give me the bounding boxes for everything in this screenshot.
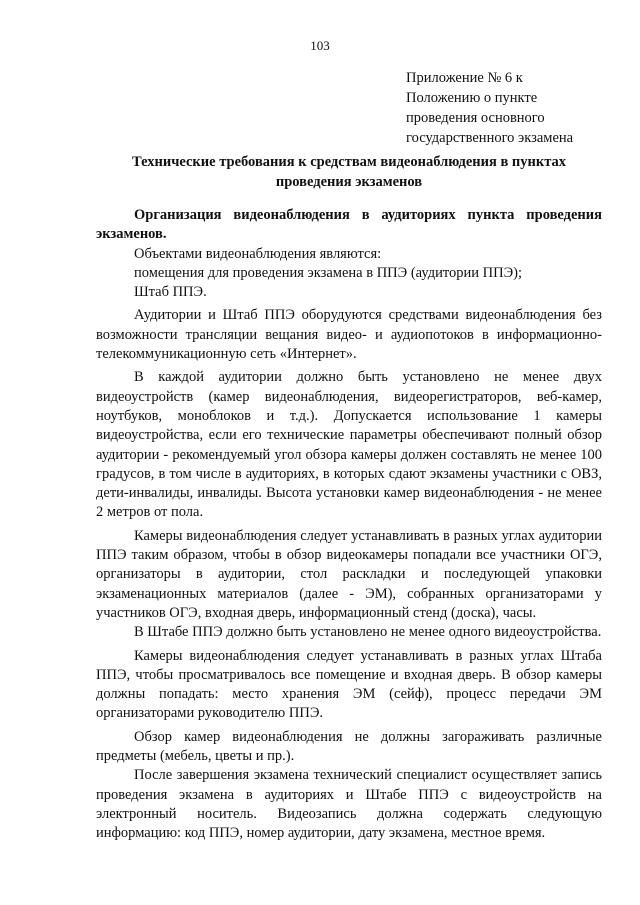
paragraph: Камеры видеонаблюдения следует устанавливать в разных углах Штаба ППЭ, чтобы просматривалось все помещение и входная дверь. В обзор камеры должны попадать: место хранения ЭМ (сейф), процесс передачи ЭМ организаторами руководителю ППЭ. [96,647,602,722]
paragraph: Объектами видеонаблюдения являются: [134,245,382,262]
paragraph: В каждой аудитории должно быть установлено не менее двух видеоустройств (камер видеонаблюдения, видеорегистраторов, веб-камер, ноутбуков, моноблоков и т.д.). Допускается использование 1 камеры видеоустройства, если его технические параметры обеспечивают полный обзор аудитории - рекомендуемый угол обзора камеры должен составлять не менее 100 градусов, в том числе в аудиториях, в которых сдают экзамены участники с ОВЗ, дети-инвалиды, инвалиды. Высота установки камер видеонаблюдения - не менее 2 метров от пола. [96,369,602,521]
appendix-line: Приложение № 6 к [406,70,523,86]
appendix-note [406,68,626,148]
paragraph: В Штабе ППЭ должно быть установлено не менее одного видеоустройства. [134,624,602,641]
paragraph: Штаб ППЭ. [134,284,207,301]
appendix-line: Положению о пункте [406,90,538,106]
paragraph: Аудитории и Штаб ППЭ оборудуются средствами видеонаблюдения без возможности трансляции вещания видео- и аудиопотоков в информационно-телекоммуникационную сеть «Интернет». [96,307,602,363]
paragraph: Камеры видеонаблюдения следует устанавливать в разных углах аудитории ППЭ таким образом, чтобы в обзор видеокамеры попадали все участники ОГЭ, организаторы в аудитории, стол раскладки и последующей упаковки экзаменационных материалов (далее - ЭМ), собранных организаторами у участников ОГЭ, входная дверь, информационный стенд (доска), часы. [96,527,602,621]
paragraph: Обзор камер видеонаблюдения не должны загораживать различные предметы (мебель, цветы и пр.). [96,728,602,765]
appendix-line: проведения основного [406,110,545,126]
paragraph: помещения для проведения экзамена в ППЭ (аудитории ППЭ); [134,264,523,281]
paragraph: После завершения экзамена технический специалист осуществляет запись проведения экзамена в аудиториях и Штабе ППЭ с видеоустройств на электронный носитель. Видеозапись должна содержать следующую информацию: код ППЭ, номер аудитории, дату экзамена, местное время. [96,767,602,842]
appendix-line: государственного экзамена [406,130,574,146]
document-body [96,206,602,844]
page-number: 103 [310,38,330,53]
document-title: Технические требования к средствам видеонаблюдения в пунктах проведения экзаменов [131,154,567,190]
section-heading: Организация видеонаблюдения в аудиториях пункта проведения экзаменов. [96,207,602,243]
